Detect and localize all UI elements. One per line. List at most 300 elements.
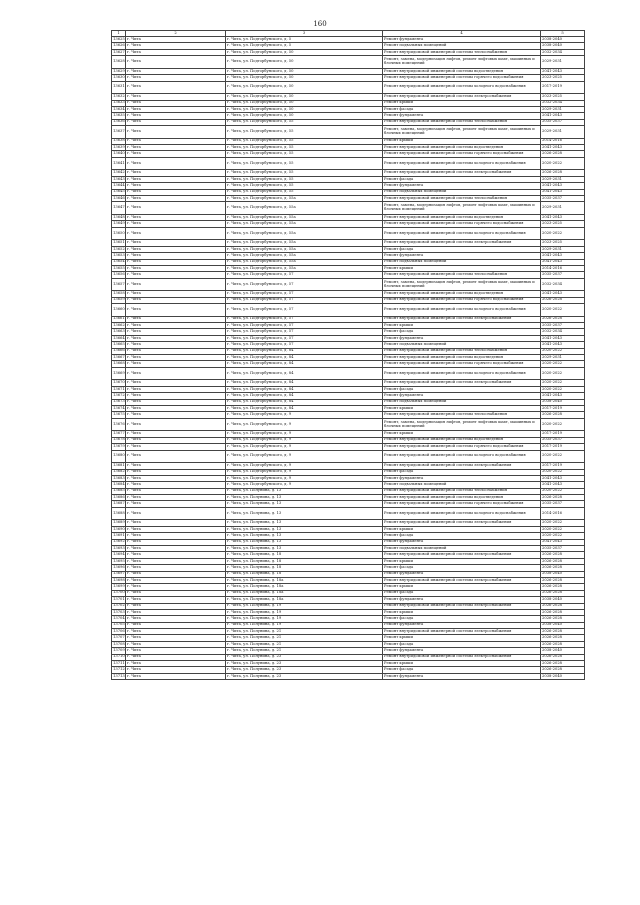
period-cell: 2020-2022 xyxy=(541,348,585,354)
row-number-cell: 13688 xyxy=(112,507,126,520)
row-number-cell: 13670 xyxy=(112,380,126,386)
table-row xyxy=(112,126,585,139)
city-cell: г. Чита xyxy=(126,297,226,303)
table-row xyxy=(112,450,585,463)
period-cell: 2026-2028 xyxy=(541,603,585,609)
work-type-cell: Ремонт внутридомовой инженерной системы горячего водоснабжения xyxy=(383,361,541,367)
city-cell: г. Чита xyxy=(126,227,226,240)
row-number-cell: 13663 xyxy=(112,329,126,335)
period-cell: 2041-2043 xyxy=(541,253,585,259)
work-type-cell: Ремонт крыши xyxy=(383,558,541,564)
address-cell: г. Чита, ул. Полунина, д. 19 xyxy=(226,616,383,622)
city-cell: г. Чита xyxy=(126,380,226,386)
period-cell: 2023-2025 xyxy=(541,221,585,227)
row-number-cell: 13677 xyxy=(112,431,126,437)
city-cell: г. Чита xyxy=(126,635,226,641)
address-cell: г. Чита, ул. Полунина, д. 13 xyxy=(226,533,383,539)
work-type-cell: Ремонт фасада xyxy=(383,106,541,112)
period-cell: 2020-2022 xyxy=(541,157,585,170)
period-cell: 2041-2043 xyxy=(541,393,585,399)
city-cell: г. Чита xyxy=(126,629,226,635)
address-cell: г. Чита, ул. Полунина, д. 13 xyxy=(226,507,383,520)
work-type-cell: Ремонт внутридомовой инженерной системы электроснабжения xyxy=(383,380,541,386)
city-cell: г. Чита xyxy=(126,520,226,526)
address-cell: г. Чита, ул. Подгорбунского, д. 9 xyxy=(226,469,383,475)
address-cell: г. Чита, ул. Подгорбунского, д. 55а xyxy=(226,215,383,221)
work-type-cell: Ремонт фасада xyxy=(383,641,541,647)
period-cell: 2035-2037 xyxy=(541,196,585,202)
period-cell: 2026-2028 xyxy=(541,297,585,303)
city-cell: г. Чита xyxy=(126,444,226,450)
address-cell: г. Чита, ул. Полунина, д. 18 xyxy=(226,571,383,577)
city-cell: г. Чита xyxy=(126,329,226,335)
row-number-cell: 13708 xyxy=(112,641,126,647)
city-cell: г. Чита xyxy=(126,597,226,603)
address-cell: г. Чита, ул. Полунина, д. 13 xyxy=(226,488,383,494)
row-number-cell: 13695 xyxy=(112,558,126,564)
work-type-cell: Ремонт внутридомовой инженерной системы водоотведения xyxy=(383,437,541,443)
work-type-cell: Ремонт внутридомовой инженерной системы водоотведения xyxy=(383,215,541,221)
city-cell: г. Чита xyxy=(126,565,226,571)
period-cell: 2014-2016 xyxy=(541,138,585,144)
row-number-cell: 13701 xyxy=(112,597,126,603)
row-number-cell: 13657 xyxy=(112,278,126,291)
city-cell: г. Чита xyxy=(126,399,226,405)
address-cell: г. Чита, ул. Подгорбунского, д. 50 xyxy=(226,56,383,69)
city-cell: г. Чита xyxy=(126,463,226,469)
address-cell: г. Чита, ул. Полунина, д. 18 xyxy=(226,565,383,571)
table-row xyxy=(112,202,585,215)
work-type-cell: Ремонт фасада xyxy=(383,590,541,596)
address-cell: г. Чита, ул. Подгорбунского, д. 9 xyxy=(226,475,383,481)
work-type-cell: Ремонт фасада xyxy=(383,667,541,673)
row-number-cell: 13644 xyxy=(112,183,126,189)
work-type-cell: Ремонт внутридомовой инженерной системы электроснабжения xyxy=(383,603,541,609)
row-number-cell: 13690 xyxy=(112,526,126,532)
period-cell: 2020-2022 xyxy=(541,367,585,380)
row-number-cell: 13680 xyxy=(112,450,126,463)
address-cell: г. Чита, ул. Подгорбунского, д. 84 xyxy=(226,405,383,411)
city-cell: г. Чита xyxy=(126,138,226,144)
row-number-cell: 13636 xyxy=(112,119,126,125)
city-cell: г. Чита xyxy=(126,94,226,100)
address-cell: г. Чита, ул. Полунина, д. 21 xyxy=(226,629,383,635)
row-number-cell: 13679 xyxy=(112,444,126,450)
address-cell: г. Чита, ул. Подгорбунского, д. 55 xyxy=(226,126,383,139)
column-header: 2 xyxy=(126,31,226,37)
period-cell: 2026-2028 xyxy=(541,495,585,501)
period-cell: 2020-2022 xyxy=(541,227,585,240)
address-cell: г. Чита, ул. Подгорбунского, д. 84 xyxy=(226,348,383,354)
row-number-cell: 13696 xyxy=(112,565,126,571)
address-cell: г. Чита, ул. Полунина, д. 19 xyxy=(226,603,383,609)
address-cell: г. Чита, ул. Полунина, д. 13 xyxy=(226,526,383,532)
address-cell: г. Чита, ул. Подгорбунского, д. 57 xyxy=(226,342,383,348)
row-number-cell: 13646 xyxy=(112,196,126,202)
work-type-cell: Ремонт крыши xyxy=(383,584,541,590)
period-cell: 2026-2028 xyxy=(541,641,585,647)
work-type-cell: Ремонт внутридомовой инженерной системы электроснабжения xyxy=(383,629,541,635)
work-type-cell: Ремонт внутридомовой инженерной системы электроснабжения xyxy=(383,552,541,558)
work-type-cell: Ремонт внутридомовой инженерной системы теплоснабжения xyxy=(383,488,541,494)
period-cell: 2041-2043 xyxy=(541,475,585,481)
city-cell: г. Чита xyxy=(126,183,226,189)
work-type-cell: Ремонт крыши xyxy=(383,635,541,641)
period-cell: 2032-2034 xyxy=(541,100,585,106)
city-cell: г. Чита xyxy=(126,577,226,583)
city-cell: г. Чита xyxy=(126,361,226,367)
address-cell: г. Чита, ул. Полунина, д. 13 xyxy=(226,501,383,507)
address-cell: г. Чита, ул. Подгорбунского, д. 55 xyxy=(226,119,383,125)
city-cell: г. Чита xyxy=(126,151,226,157)
address-cell: г. Чита, ул. Полунина, д. 13 xyxy=(226,539,383,545)
period-cell: 2026-2028 xyxy=(541,590,585,596)
row-number-cell: 13633 xyxy=(112,100,126,106)
period-cell: 2038-2040 xyxy=(541,43,585,49)
period-cell: 2029-2031 xyxy=(541,56,585,69)
address-cell: г. Чита, ул. Подгорбунского, д. 57 xyxy=(226,304,383,317)
work-type-cell: Ремонт фундамента xyxy=(383,539,541,545)
row-number-cell: 13712 xyxy=(112,667,126,673)
period-cell: 2038-2040 xyxy=(541,597,585,603)
work-type-cell: Ремонт внутридомовой инженерной системы водоотведения xyxy=(383,355,541,361)
city-cell: г. Чита xyxy=(126,367,226,380)
period-cell: 2035-2037 xyxy=(541,546,585,552)
work-type-cell: Ремонт крыши xyxy=(383,405,541,411)
address-cell: г. Чита, ул. Подгорбунского, д. 84 xyxy=(226,361,383,367)
city-cell: г. Чита xyxy=(126,49,226,55)
city-cell: г. Чита xyxy=(126,221,226,227)
work-type-cell: Ремонт внутридомовой инженерной системы водоотведения xyxy=(383,291,541,297)
address-cell: г. Чита, ул. Подгорбунского, д. 55 xyxy=(226,189,383,195)
work-type-cell: Ремонт внутридомовой инженерной системы электроснабжения xyxy=(383,654,541,660)
row-number-cell: 13639 xyxy=(112,145,126,151)
address-cell: г. Чита, ул. Подгорбунского, д. 50 xyxy=(226,81,383,94)
period-cell: 2041-2043 xyxy=(541,183,585,189)
work-type-cell: Ремонт внутридомовой инженерной системы холодного водоснабжения xyxy=(383,81,541,94)
row-number-cell: 13687 xyxy=(112,501,126,507)
city-cell: г. Чита xyxy=(126,437,226,443)
city-cell: г. Чита xyxy=(126,418,226,431)
row-number-cell: 13628 xyxy=(112,56,126,69)
period-cell: 2020-2022 xyxy=(541,361,585,367)
row-number-cell: 13647 xyxy=(112,202,126,215)
address-cell: г. Чита, ул. Подгорбунского, д. 9 xyxy=(226,437,383,443)
city-cell: г. Чита xyxy=(126,526,226,532)
work-type-cell: Ремонт фасада xyxy=(383,616,541,622)
row-number-cell: 13653 xyxy=(112,253,126,259)
address-cell: г. Чита, ул. Полунина, д. 13 xyxy=(226,495,383,501)
period-cell: 2020-2022 xyxy=(541,526,585,532)
work-type-cell: Ремонт внутридомовой инженерной системы холодного водоснабжения xyxy=(383,157,541,170)
city-cell: г. Чита xyxy=(126,348,226,354)
city-cell: г. Чита xyxy=(126,113,226,119)
address-cell: г. Чита, ул. Подгорбунского, д. 55а xyxy=(226,246,383,252)
period-cell: 2035-2037 xyxy=(541,119,585,125)
address-cell: г. Чита, ул. Полунина, д. 19 xyxy=(226,622,383,628)
period-cell: 2041-2043 xyxy=(541,291,585,297)
work-type-cell: Ремонт подвальных помещений xyxy=(383,399,541,405)
period-cell: 2026-2028 xyxy=(541,565,585,571)
row-number-cell: 13655 xyxy=(112,265,126,271)
address-cell: г. Чита, ул. Подгорбунского, д. 57 xyxy=(226,323,383,329)
city-cell: г. Чита xyxy=(126,342,226,348)
page-number: 160 xyxy=(313,20,327,28)
period-cell: 2026-2028 xyxy=(541,654,585,660)
address-cell: г. Чита, ул. Подгорбунского, д. 5 xyxy=(226,37,383,43)
row-number-cell: 13625 xyxy=(112,37,126,43)
row-number-cell: 13713 xyxy=(112,673,126,679)
address-cell: г. Чита, ул. Подгорбунского, д. 55 xyxy=(226,176,383,182)
work-type-cell: Ремонт, замена, модернизация лифтов, ремонт лифтовых шахт, машинных и блочных помещений xyxy=(383,56,541,69)
period-cell: 2041-2043 xyxy=(541,342,585,348)
work-type-cell: Ремонт крыши xyxy=(383,609,541,615)
address-cell: г. Чита, ул. Подгорбунского, д. 9 xyxy=(226,412,383,418)
row-number-cell: 13669 xyxy=(112,367,126,380)
city-cell: г. Чита xyxy=(126,316,226,322)
period-cell: 2029-2031 xyxy=(541,355,585,361)
city-cell: г. Чита xyxy=(126,335,226,341)
row-number-cell: 13684 xyxy=(112,482,126,488)
work-type-cell: Ремонт фундамента xyxy=(383,597,541,603)
address-cell: г. Чита, ул. Подгорбунского, д. 84 xyxy=(226,399,383,405)
city-cell: г. Чита xyxy=(126,37,226,43)
period-cell: 2014-2016 xyxy=(541,265,585,271)
address-cell: г. Чита, ул. Подгорбунского, д. 57 xyxy=(226,278,383,291)
row-number-cell: 13700 xyxy=(112,590,126,596)
period-cell: 2020-2022 xyxy=(541,488,585,494)
work-type-cell: Ремонт внутридомовой инженерной системы теплоснабжения xyxy=(383,196,541,202)
row-number-cell: 13702 xyxy=(112,603,126,609)
address-cell: г. Чита, ул. Подгорбунского, д. 9 xyxy=(226,450,383,463)
city-cell: г. Чита xyxy=(126,176,226,182)
column-header: 1 xyxy=(112,31,126,37)
city-cell: г. Чита xyxy=(126,475,226,481)
city-cell: г. Чита xyxy=(126,609,226,615)
work-type-cell: Ремонт подвальных помещений xyxy=(383,546,541,552)
city-cell: г. Чита xyxy=(126,323,226,329)
address-cell: г. Чита, ул. Полунина, д. 18а xyxy=(226,577,383,583)
period-cell: 2029-2031 xyxy=(541,246,585,252)
period-cell: 2020-2022 xyxy=(541,418,585,431)
city-cell: г. Чита xyxy=(126,81,226,94)
work-type-cell: Ремонт внутридомовой инженерной системы горячего водоснабжения xyxy=(383,444,541,450)
period-cell: 2020-2022 xyxy=(541,533,585,539)
city-cell: г. Чита xyxy=(126,469,226,475)
address-cell: г. Чита, ул. Подгорбунского, д. 50 xyxy=(226,75,383,81)
column-header: 4 xyxy=(383,31,541,37)
address-cell: г. Чита, ул. Подгорбунского, д. 50 xyxy=(226,49,383,55)
work-type-cell: Ремонт, замена, модернизация лифтов, ремонт лифтовых шахт, машинных и блочных помещений xyxy=(383,418,541,431)
row-number-cell: 13699 xyxy=(112,584,126,590)
city-cell: г. Чита xyxy=(126,157,226,170)
address-cell: г. Чита, ул. Полунина, д. 19 xyxy=(226,609,383,615)
row-number-cell: 13658 xyxy=(112,291,126,297)
city-cell: г. Чита xyxy=(126,412,226,418)
period-cell: 2026-2028 xyxy=(541,577,585,583)
table-row xyxy=(112,367,585,380)
address-cell: г. Чита, ул. Подгорбунского, д. 50 xyxy=(226,113,383,119)
row-number-cell: 13643 xyxy=(112,176,126,182)
work-type-cell: Ремонт внутридомовой инженерной системы теплоснабжения xyxy=(383,412,541,418)
row-number-cell: 13627 xyxy=(112,49,126,55)
city-cell: г. Чита xyxy=(126,119,226,125)
row-number-cell: 13693 xyxy=(112,546,126,552)
city-cell: г. Чита xyxy=(126,259,226,265)
work-type-cell: Ремонт внутридомовой инженерной системы электроснабжения xyxy=(383,240,541,246)
period-cell: 2020-2022 xyxy=(541,469,585,475)
row-number-cell: 13685 xyxy=(112,488,126,494)
period-cell: 2017-2019 xyxy=(541,405,585,411)
period-cell: 2017-2019 xyxy=(541,431,585,437)
work-type-cell: Ремонт внутридомовой инженерной системы холодного водоснабжения xyxy=(383,227,541,240)
period-cell: 2029-2031 xyxy=(541,176,585,182)
address-cell: г. Чита, ул. Подгорбунского, д. 55 xyxy=(226,157,383,170)
period-cell: 2026-2028 xyxy=(541,170,585,176)
column-header: 3 xyxy=(226,31,383,37)
row-number-cell: 13689 xyxy=(112,520,126,526)
row-number-cell: 13640 xyxy=(112,151,126,157)
address-cell: г. Чита, ул. Подгорбунского, д. 50 xyxy=(226,100,383,106)
work-type-cell: Ремонт крыши xyxy=(383,265,541,271)
period-cell: 2041-2043 xyxy=(541,145,585,151)
row-number-cell: 13649 xyxy=(112,221,126,227)
work-type-cell: Ремонт внутридомовой инженерной системы водоотведения xyxy=(383,145,541,151)
period-cell: 2023-2025 xyxy=(541,240,585,246)
period-cell: 2026-2028 xyxy=(541,151,585,157)
row-number-cell: 13673 xyxy=(112,399,126,405)
row-number-cell: 13678 xyxy=(112,437,126,443)
period-cell: 2023-2025 xyxy=(541,75,585,81)
work-type-cell: Ремонт внутридомовой инженерной системы горячего водоснабжения xyxy=(383,75,541,81)
row-number-cell: 13704 xyxy=(112,616,126,622)
work-type-cell: Ремонт подвальных помещений xyxy=(383,189,541,195)
period-cell: 2041-2043 xyxy=(541,539,585,545)
table-row xyxy=(112,507,585,520)
address-cell: г. Чита, ул. Подгорбунского, д. 55а xyxy=(226,221,383,227)
period-cell: 2032-2034 xyxy=(541,278,585,291)
row-number-cell: 13672 xyxy=(112,393,126,399)
city-cell: г. Чита xyxy=(126,431,226,437)
row-number-cell: 13637 xyxy=(112,126,126,139)
row-number-cell: 13631 xyxy=(112,81,126,94)
city-cell: г. Чита xyxy=(126,552,226,558)
work-type-cell: Ремонт внутридомовой инженерной системы горячего водоснабжения xyxy=(383,151,541,157)
period-cell: 2029-2031 xyxy=(541,126,585,139)
row-number-cell: 13668 xyxy=(112,361,126,367)
work-type-cell: Ремонт внутридомовой инженерной системы водоотведения xyxy=(383,68,541,74)
period-cell: 2038-2040 xyxy=(541,399,585,405)
city-cell: г. Чита xyxy=(126,450,226,463)
work-type-cell: Ремонт внутридомовой инженерной системы холодного водоснабжения xyxy=(383,507,541,520)
table-row xyxy=(112,304,585,317)
work-type-cell: Ремонт подвальных помещений xyxy=(383,259,541,265)
work-type-cell: Ремонт внутридомовой инженерной системы горячего водоснабжения xyxy=(383,297,541,303)
city-cell: г. Чита xyxy=(126,482,226,488)
row-number-cell: 13635 xyxy=(112,113,126,119)
city-cell: г. Чита xyxy=(126,240,226,246)
address-cell: г. Чита, ул. Полунина, д. 23 xyxy=(226,667,383,673)
row-number-cell: 13661 xyxy=(112,316,126,322)
row-number-cell: 13666 xyxy=(112,348,126,354)
period-cell: 2020-2022 xyxy=(541,520,585,526)
period-cell: 2032-2034 xyxy=(541,49,585,55)
address-cell: г. Чита, ул. Подгорбунского, д. 50 xyxy=(226,106,383,112)
city-cell: г. Чита xyxy=(126,673,226,679)
city-cell: г. Чита xyxy=(126,590,226,596)
address-cell: г. Чита, ул. Подгорбунского, д. 55 xyxy=(226,145,383,151)
address-cell: г. Чита, ул. Подгорбунского, д. 84 xyxy=(226,393,383,399)
period-cell: 2038-2040 xyxy=(541,648,585,654)
city-cell: г. Чита xyxy=(126,170,226,176)
row-number-cell: 13691 xyxy=(112,533,126,539)
address-cell: г. Чита, ул. Подгорбунского, д. 5 xyxy=(226,43,383,49)
city-cell: г. Чита xyxy=(126,189,226,195)
row-number-cell: 13694 xyxy=(112,552,126,558)
period-cell: 2032-2034 xyxy=(541,329,585,335)
row-number-cell: 13641 xyxy=(112,157,126,170)
period-cell: 2041-2043 xyxy=(541,68,585,74)
city-cell: г. Чита xyxy=(126,488,226,494)
row-number-cell: 13662 xyxy=(112,323,126,329)
row-number-cell: 13710 xyxy=(112,654,126,660)
address-cell: г. Чита, ул. Полунина, д. 23 xyxy=(226,673,383,679)
period-cell: 2038-2040 xyxy=(541,673,585,679)
address-cell: г. Чита, ул. Подгорбунского, д. 55а xyxy=(226,196,383,202)
work-type-cell: Ремонт внутридомовой инженерной системы горячего водоснабжения xyxy=(383,221,541,227)
city-cell: г. Чита xyxy=(126,145,226,151)
city-cell: г. Чита xyxy=(126,106,226,112)
row-number-cell: 13667 xyxy=(112,355,126,361)
work-type-cell: Ремонт крыши xyxy=(383,138,541,144)
period-cell: 2020-2022 xyxy=(541,304,585,317)
row-number-cell: 13650 xyxy=(112,227,126,240)
work-type-cell: Ремонт фасада xyxy=(383,386,541,392)
table-row xyxy=(112,227,585,240)
period-cell: 2017-2019 xyxy=(541,463,585,469)
work-type-cell: Ремонт фундамента xyxy=(383,183,541,189)
city-cell: г. Чита xyxy=(126,265,226,271)
city-cell: г. Чита xyxy=(126,355,226,361)
row-number-cell: 13711 xyxy=(112,661,126,667)
address-cell: г. Чита, ул. Подгорбунского, д. 55 xyxy=(226,183,383,189)
row-number-cell: 13698 xyxy=(112,577,126,583)
row-number-cell: 13660 xyxy=(112,304,126,317)
row-number-cell: 13632 xyxy=(112,94,126,100)
city-cell: г. Чита xyxy=(126,661,226,667)
address-cell: г. Чита, ул. Подгорбунского, д. 9 xyxy=(226,482,383,488)
table-row xyxy=(112,56,585,69)
row-number-cell: 13638 xyxy=(112,138,126,144)
address-cell: г. Чита, ул. Подгорбунского, д. 57 xyxy=(226,291,383,297)
address-cell: г. Чита, ул. Полунина, д. 23 xyxy=(226,661,383,667)
city-cell: г. Чита xyxy=(126,68,226,74)
table-row xyxy=(112,673,585,679)
city-cell: г. Чита xyxy=(126,253,226,259)
period-cell: 2026-2028 xyxy=(541,552,585,558)
city-cell: г. Чита xyxy=(126,215,226,221)
city-cell: г. Чита xyxy=(126,278,226,291)
work-type-cell: Ремонт, замена, модернизация лифтов, ремонт лифтовых шахт, машинных и блочных помещений xyxy=(383,202,541,215)
row-number-cell: 13642 xyxy=(112,170,126,176)
city-cell: г. Чита xyxy=(126,246,226,252)
work-type-cell: Ремонт фундамента xyxy=(383,571,541,577)
work-type-cell: Ремонт, замена, модернизация лифтов, ремонт лифтовых шахт, машинных и блочных помещений xyxy=(383,126,541,139)
address-cell: г. Чита, ул. Подгорбунского, д. 55а xyxy=(226,265,383,271)
period-cell: 2026-2028 xyxy=(541,316,585,322)
address-cell: г. Чита, ул. Полунина, д. 21 xyxy=(226,648,383,654)
row-number-cell: 13659 xyxy=(112,297,126,303)
